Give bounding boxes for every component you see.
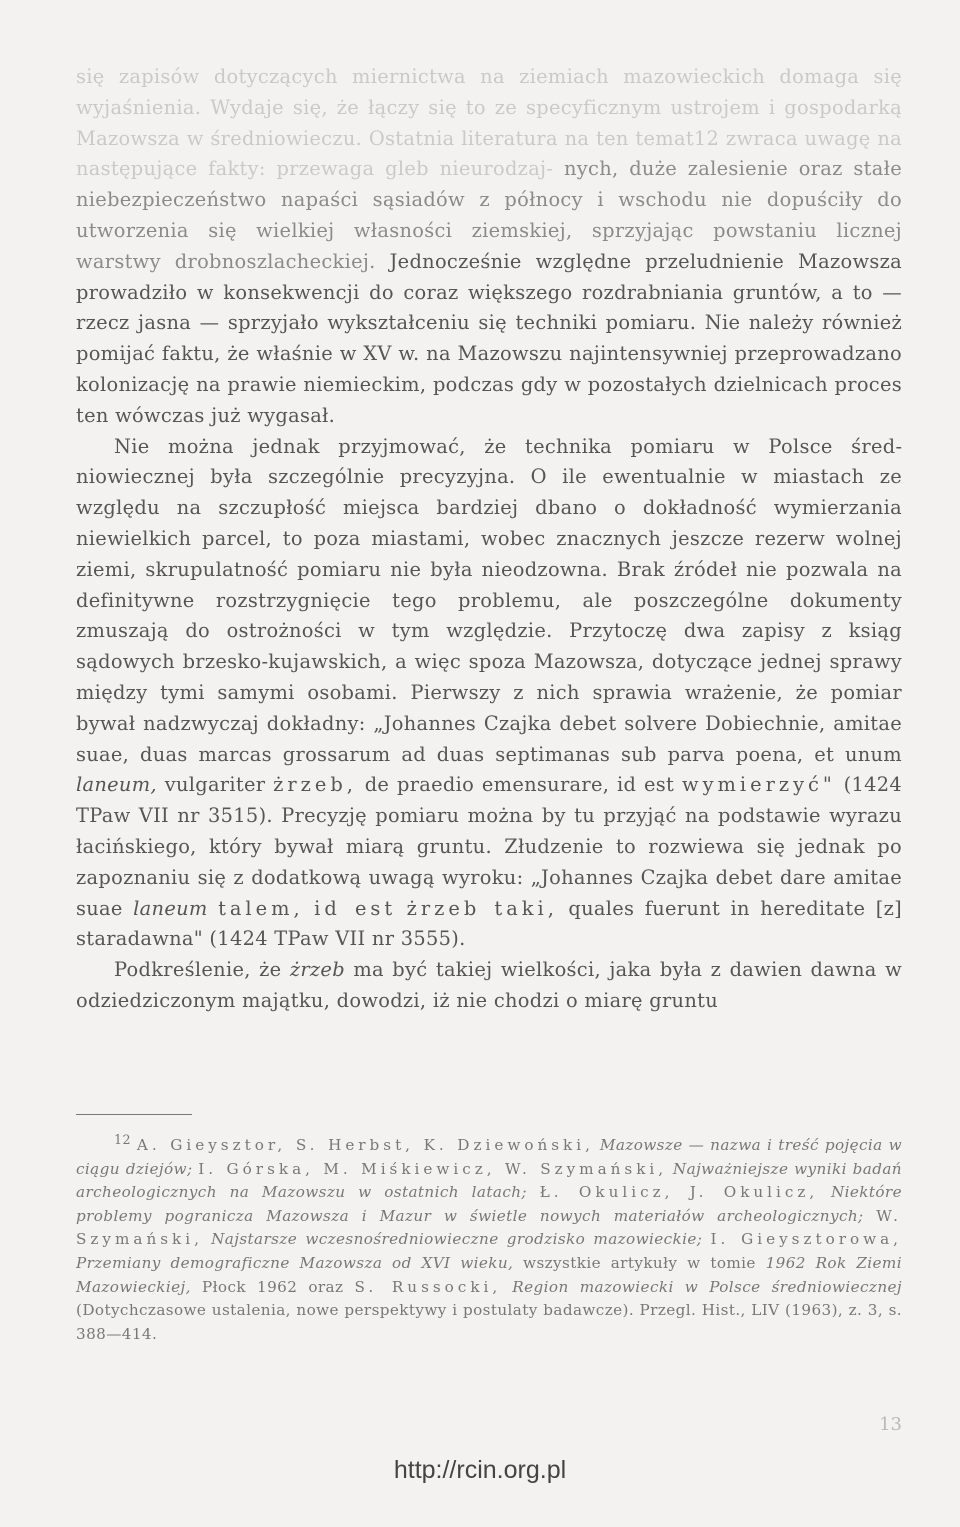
footnote-authors: Ł. Okulicz, J. Okulicz, [539,1183,819,1202]
text-fragment: ma być takiej wielkości, jaka była z dawien dawna w odziedziczonym majątku, dowodzi, iż nie chodzi o miarę gruntu [76,958,902,1012]
footnote-authors: S. Russocki, [354,1277,502,1296]
footnote-text: Płock 1962 oraz [201,1277,344,1296]
text-line: z północy i wschodu nie dopuściły do utworzenia się wielkiej własności [76,188,902,242]
latin-laneum: laneum, [76,773,157,797]
page-number: 13 [879,1414,902,1435]
italic-term: żrzeb [289,958,345,982]
footnote-marker: 12 [114,1132,131,1147]
footnote-title: Mazowsze — nazwa i treść pojęcia w ciągu dziejów; [76,1136,903,1178]
spaced-term: żrzeb taki, [406,896,558,920]
footnote-title: Najstarsze wczesnośredniowieczne grodzisko mazowieckie; [211,1230,703,1249]
footnote-text: (Dotychczasowe ustalenia, nowe perspektywy i postulaty badawcze). Przegl. Hist., LIV (1963), z. 3, s. 388—414. [76,1301,902,1343]
footnote-authors: W. Szymański, [76,1206,902,1249]
text-line: ziemskiej, sprzyjając powstaniu licznej warstwy drobnoszlacheckiej. [76,218,902,273]
paragraph-1 [76,62,902,432]
text-line: nych, duże zalesienie oraz stałe niebezpieczeństwo napaści sąsiadów [76,157,903,212]
footnote-12 [76,1128,902,1346]
latin-laneum: laneum [133,896,208,920]
spaced-term: żrzeb, [273,773,357,797]
footnote-authors: A. Gieysztor, S. Herbst, K. Dziewoński, [136,1136,594,1155]
paragraph-2 [76,432,902,956]
footnote-title: 1962 Rok Ziemi Mazowieckiej, [76,1254,902,1296]
footnote-title: Niektóre problemy pogranicza Mazowsza i Mazur w świetle nowych materiałów archeologicznych; [76,1183,902,1225]
text-fragment: de praedio emensurare, id est [364,773,675,797]
spaced-term: id est [314,896,397,920]
spaced-term: talem, [218,896,304,920]
text-fragment: Podkreślenie, że [114,958,282,982]
spaced-term: wymierzyć" [681,773,836,797]
footnote-title: Przemiany demograficzne Mazowsza od XVI wieku, [76,1254,514,1273]
footnote-divider [76,1114,192,1115]
faded-line: i gospodarką Mazowsza w średniowieczu. Ostatnia literatura na ten [76,95,902,150]
footnote-title: Region mazowiecki w Polsce średniowiecznej [512,1277,902,1296]
paragraph-3 [76,955,902,1017]
paragraph-2-text: Nie można jednak przyjmować, że technika pomiaru w Polsce średniowiecznej była szczególnie precyzyjna. O ile ewentualnie w miastach ze względu na szczupłość miejsca bardziej dbano o dokładność wymierzania niewielkich parcel, to poza miastami, wobec znacznych jeszcze rezerw wolnej ziemi, skrupulatność pomiaru nie była nieodzowna. Brak źródeł nie pozwala na definitywne rozstrzygnięcie tego problemu, ale poszczególne dokumenty zmuszają do ostrożności w tym względzie. Przytoczę dwa zapisy z ksiąg sądowych brzesko-kujawskich, a więc spoza Mazowsza, dotyczące jednej sprawy między tymi samymi osobami. Pierwszy z nich sprawia wrażenie, że pomiar bywał nadzwyczaj dokładny: „Johannes Czajka debet solvere Dobiechnie, amitae suae, duas marcas grossarum ad duas septimanas sub parva poena, et unum [76,434,902,766]
footnote-authors: I. Gieysztorowa, [710,1230,903,1249]
text-fragment: quales fuerunt in hereditate [z] staradawna" (1424 TPaw VII nr 3555). [76,896,902,951]
footnote-text: wszystkie artykuły w tomie [523,1254,756,1273]
source-url-watermark: http://rcin.org.pl [393,1456,567,1484]
faded-line: się wyjaśnienia. Wydaje się, że łączy się to ze specyficznym ustrojem [76,65,902,119]
paragraph-1-rest: Jednocześnie względne przeludnienie Mazowsza prowadziło w konsekwencji do coraz większego rozdrabniania gruntów, a to — rzecz jasna — sprzyjało wykształceniu się techniki pomiaru. Nie należy również pomijać faktu, że właśnie w XV w. na Mazowszu najintensywniej przeprowadzano kolonizację na prawie niemieckim, podczas gdy w pozostałych dzielnicach proces ten wówczas już wygasał. [76,249,902,427]
footnote-title: Najważniejsze wyniki badań archeologicznych na Mazowszu w ostatnich latach; [76,1159,902,1202]
footnotes [76,1128,902,1346]
faded-line: temat12 zwraca uwagę na następujące fakty: przewaga gleb nieurodzaj- [76,126,902,181]
footnote-authors: I. Górska, M. Miśkiewicz, W. Szymański, [198,1159,668,1178]
text-fragment: (1424 TPaw VII nr 3515). Precyzję pomiaru można by tu przyjąć na podstawie wyrazu łacińskiego, który bywał miarą gruntu. Złudzenie to rozwiewa się jednak po zapoznaniu się z dodatkową uwagą wyroku: „Johannes Czajka debet dare amitae suae [76,773,903,920]
main-text [76,62,902,1017]
text-fragment: vulgariter [164,773,266,797]
faded-line: się zapisów dotyczących miernictwa na ziemiach mazowieckich domaga [76,65,860,88]
